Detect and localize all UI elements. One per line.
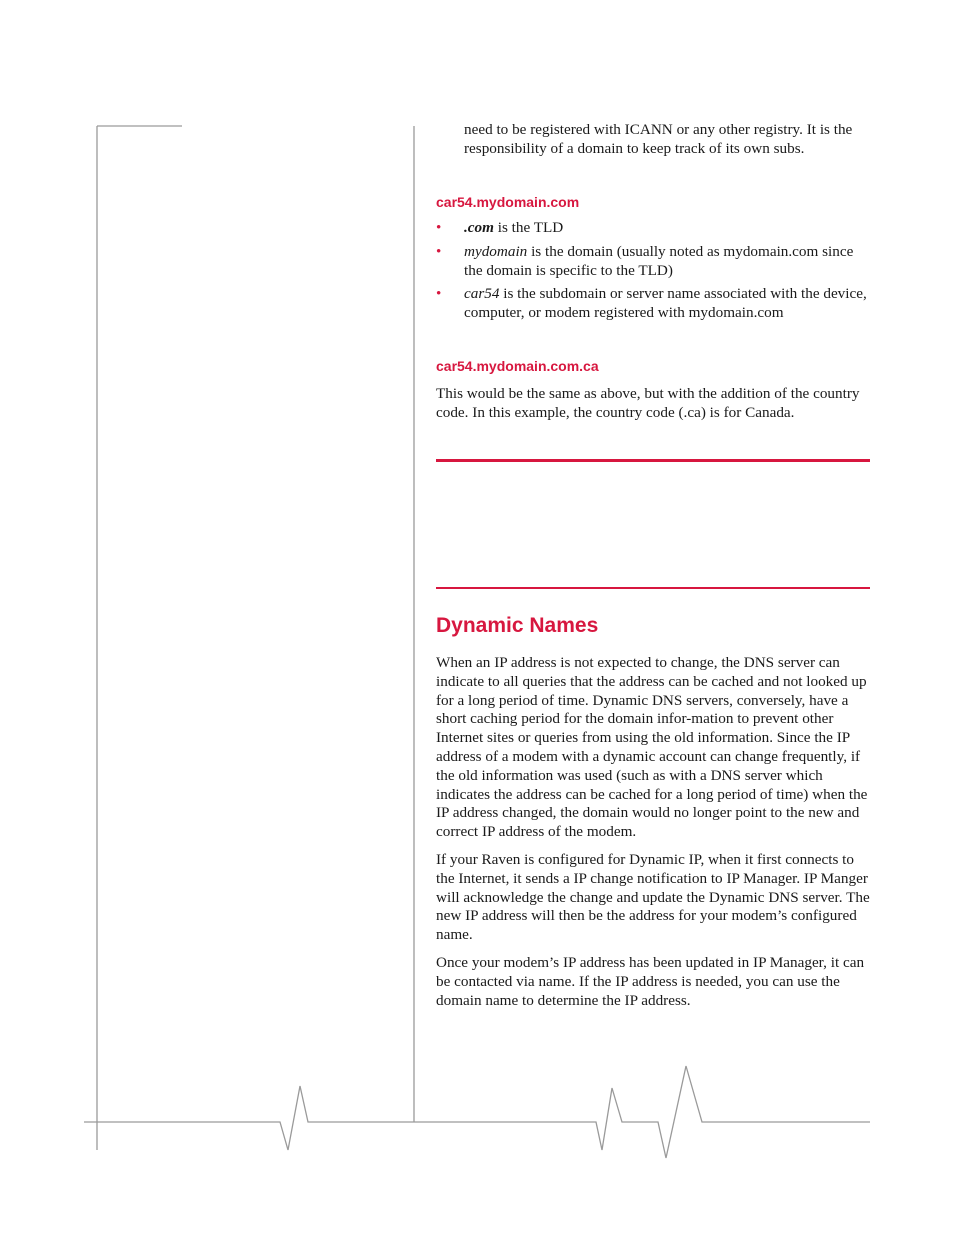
pulse-line-left <box>84 1066 870 1158</box>
bullet-term: mydomain <box>464 242 528 260</box>
body-paragraph: Once your modem’s IP address has been updated in IP Manager, it can be contacted via name. If the IP address is needed, you can use the domain name to determine the IP address. <box>436 953 865 1009</box>
bullet-icon: • <box>436 285 442 303</box>
example-heading-ca: car54.mydomain.com.ca <box>436 358 599 374</box>
bullet-icon: • <box>436 242 442 260</box>
section-body <box>436 654 870 1010</box>
example-heading-com: car54.mydomain.com <box>436 194 580 210</box>
bullet-text: is the subdomain or server name associated with the device, computer, or modem registered with mydomain.com <box>464 285 867 322</box>
section-divider-top <box>436 459 870 462</box>
section-title: Dynamic Names <box>436 614 599 637</box>
list-item <box>436 219 870 238</box>
list-item <box>436 285 870 323</box>
bullet-term: .com <box>464 219 494 236</box>
section-divider-bottom <box>436 587 870 589</box>
list-item <box>436 243 870 281</box>
example-ca-paragraph: This would be the same as above, but with the addition of the country code. In this example, the country code (.ca) is for Canada. <box>436 385 860 421</box>
intro-paragraph: need to be registered with ICANN or any other registry. It is the responsibility of a domain to keep track of its own subs. <box>464 121 853 157</box>
bullet-term: car54 <box>464 285 500 303</box>
bullet-text: is the domain (usually noted as mydomain.com since the domain is specific to the TLD) <box>464 242 854 279</box>
bullet-text: is the TLD <box>493 219 564 236</box>
body-paragraph: When an IP address is not expected to change, the DNS server can indicate to all queries that the address can be cached and not looked up for a long period of time. Dynamic DNS servers, conversely, have a short caching period for the domain infor-mation to prevent other Internet sites or queries from using the old information. Since the IP address of a modem with a dynamic account can change frequently, if the old information was used (such as with a DNS server which indicates the address can be cached for a long period of time) when the IP address changed, the domain would no longer point to the new and correct IP address of the modem. <box>436 654 868 841</box>
body-paragraph: If your Raven is configured for Dynamic IP, when it first connects to the Internet, it sends a IP change notification to IP Manager. IP Manger will acknowledge the change and update the Dynamic DNS server. The new IP address will then be the address for your modem’s configured name. <box>436 850 870 944</box>
example-bullet-list <box>436 219 870 328</box>
bullet-icon: • <box>436 219 442 236</box>
